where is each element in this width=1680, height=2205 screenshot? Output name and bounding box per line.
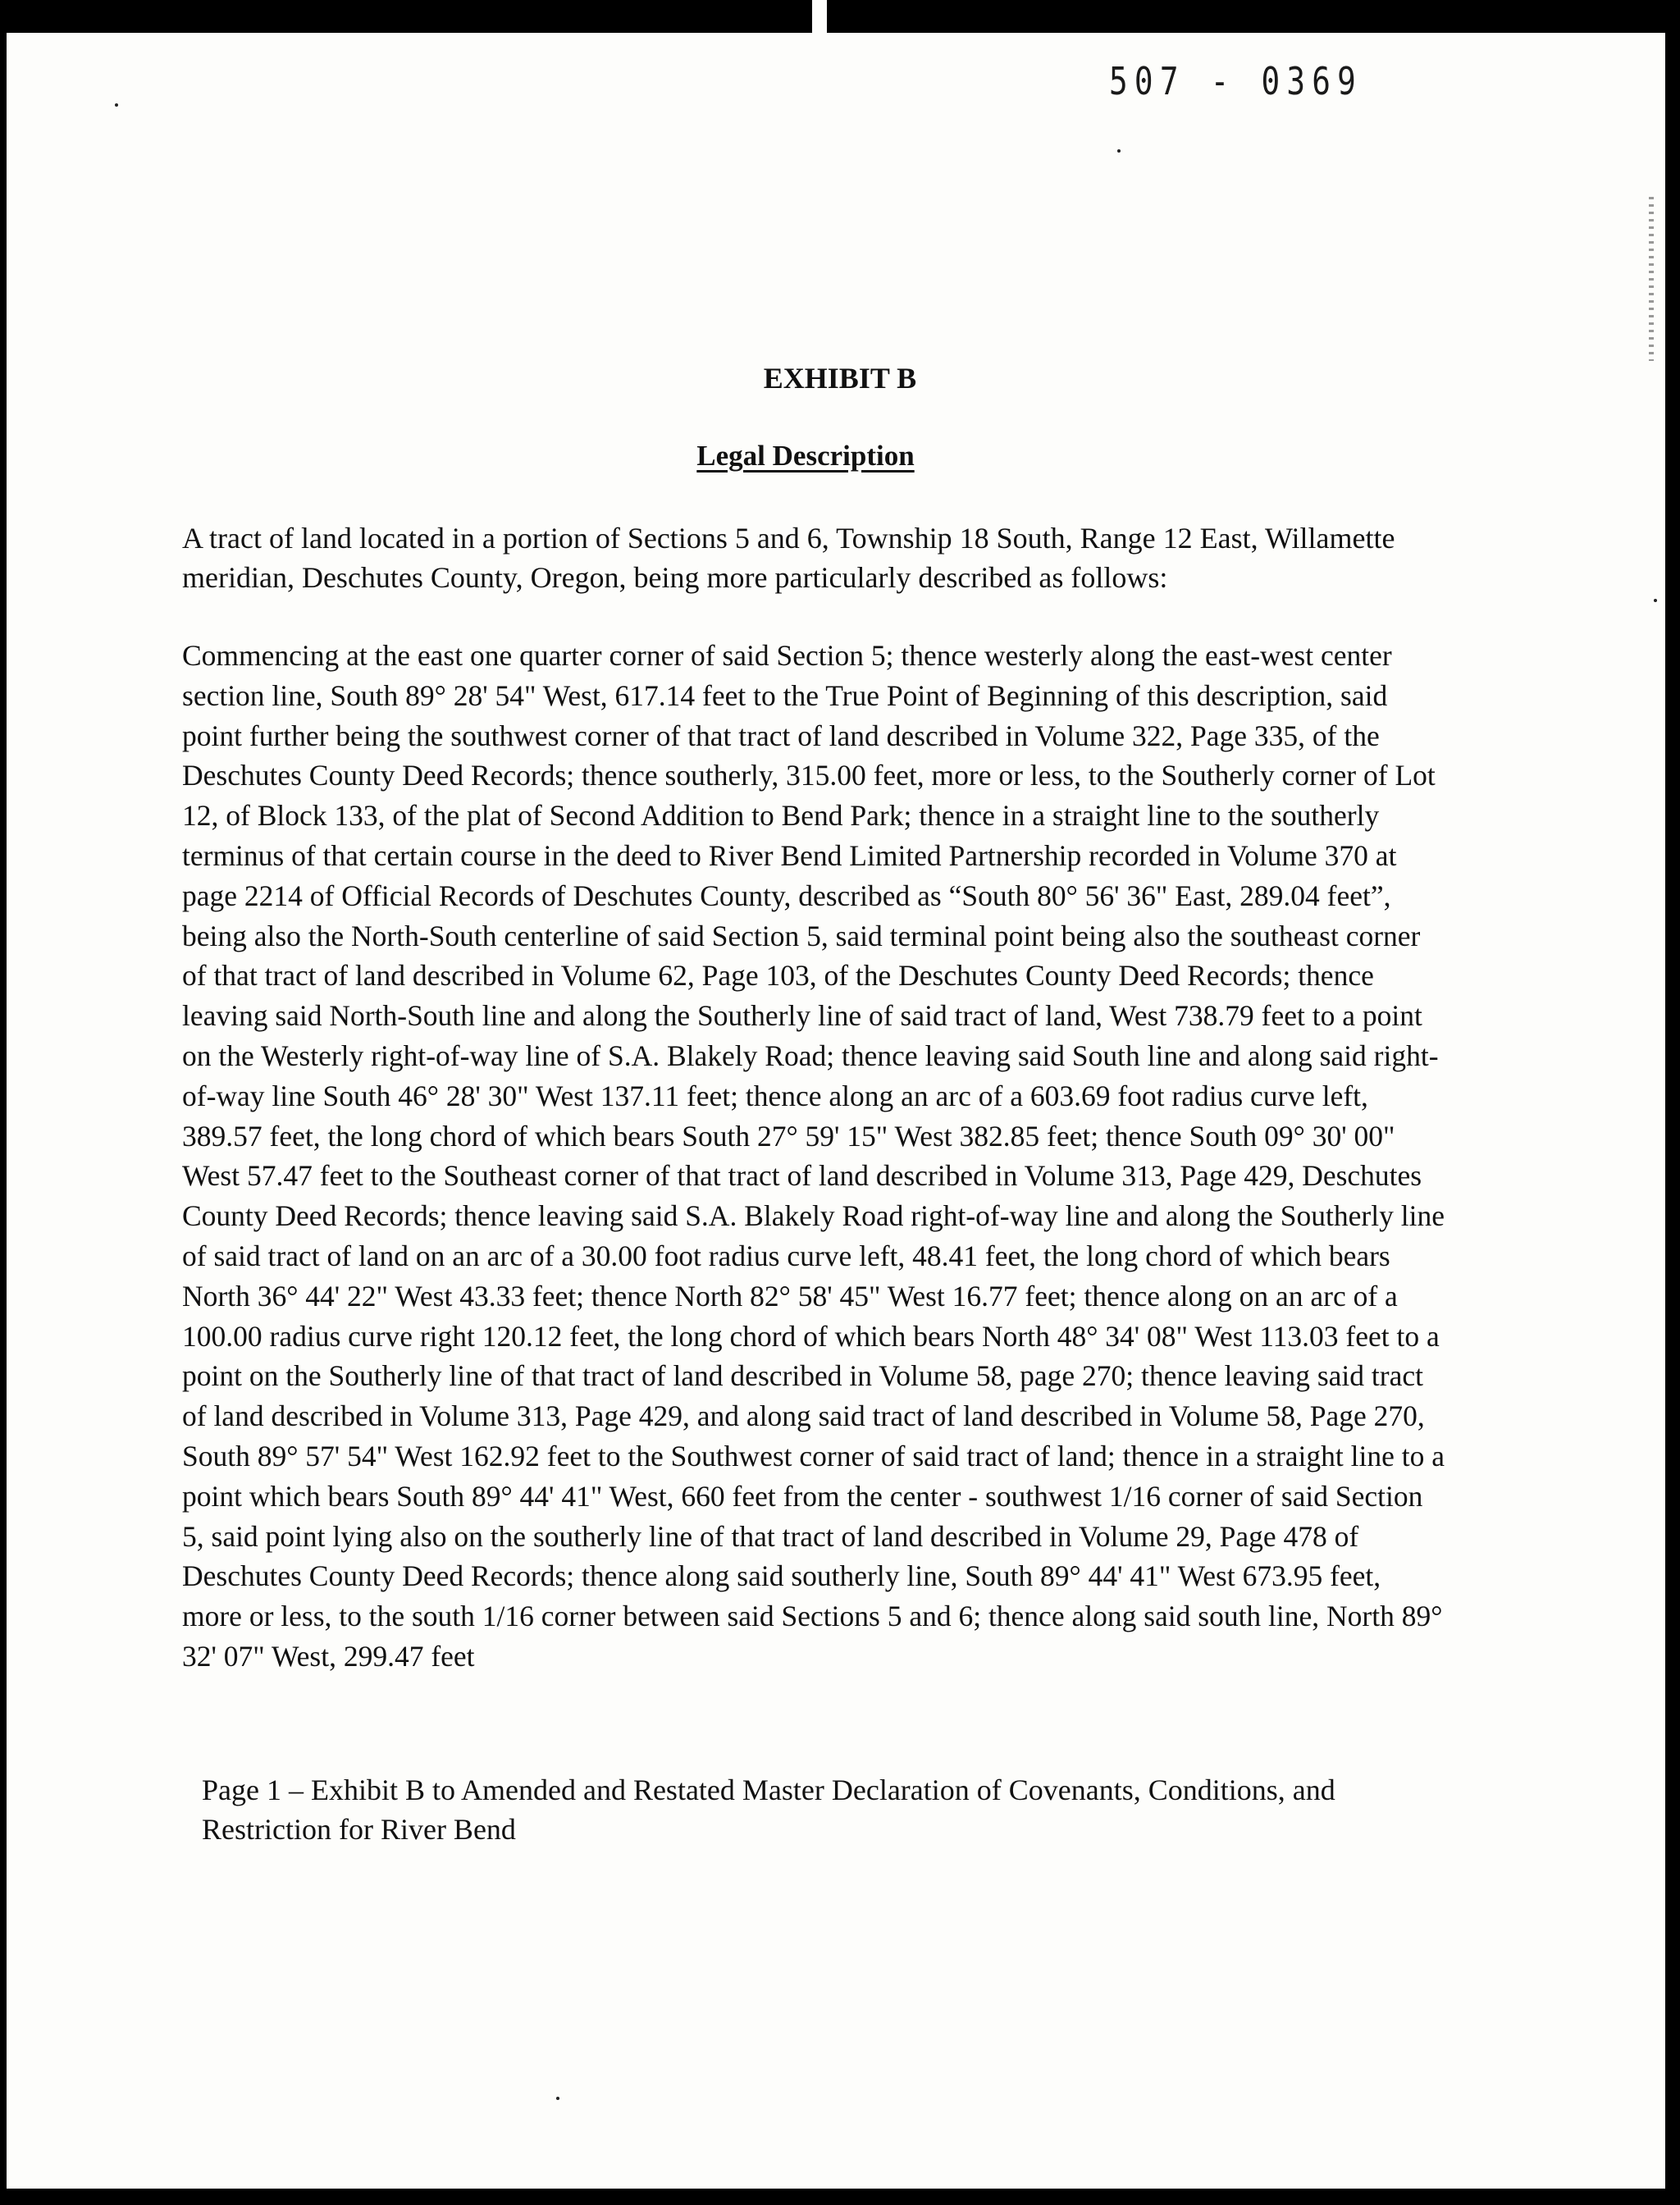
intro-paragraph: A tract of land located in a portion of Sections 5 and 6, Township 18 South, Range 12 East, Willamette meridian, Deschutes County, Oregon, being more particularly described as follows: <box>182 522 1395 594</box>
scan-speck <box>115 103 118 107</box>
scan-top-border <box>0 0 1680 33</box>
exhibit-subtitle: Legal Description <box>696 440 915 472</box>
document-number: 507 - 0369 <box>1109 59 1363 103</box>
scan-speck <box>556 2097 559 2100</box>
page-footer: Page 1 – Exhibit B to Amended and Restated Master Declaration of Covenants, Conditions, and Restriction for River Bend <box>202 1774 1335 1846</box>
scan-speck <box>1117 149 1121 153</box>
exhibit-title: EXHIBIT B <box>763 362 917 395</box>
scan-top-notch <box>812 0 827 33</box>
scan-edge-noise <box>1649 197 1654 361</box>
legal-description-paragraph: Commencing at the east one quarter corner of said Section 5; thence westerly along the east-west center section line, South 89° 28' 54" West, 617.14 feet to the True Point of Beginning of this description, said point further being the southwest corner of that tract of land described in Volume 322, Page 335, of the Deschutes County Deed Records; thence southerly, 315.00 feet, more or less, to the Southerly corner of Lot 12, of Block 133, of the plat of Second Addition to Bend Park; thence in a straight line to the southerly terminus of that certain course in the deed to River Bend Limited Partnership recorded in Volume 370 at page 2214 of Official Records of Deschutes County, described as “South 80° 56' 36" East, 289.04 feet”, being also the North-South centerline of said Section 5, said terminal point being also the southeast corner of that tract of land described in Volume 62, Page 103, of the Deschutes County Deed Records; thence leaving said North-South line and along the Southerly line of said tract of land, West 738.79 feet to a point on the Westerly right-of-way line of S.A. Blakely Road; thence leaving said South line and along said right-of-way line South 46° 28' 30" West 137.11 feet; thence along an arc of a 603.69 foot radius curve left, 389.57 feet, the long chord of which bears South 27° 59' 15" West 382.85 feet; thence South 09° 30' 00" West 57.47 feet to the Southeast corner of that tract of land described in Volume 313, Page 429, Deschutes County Deed Records; thence leaving said S.A. Blakely Road right-of-way line and along the Southerly line of said tract of land on an arc of a 30.00 foot radius curve left, 48.41 feet, the long chord of which bears North 36° 44' 22" West 43.33 feet; thence North 82° 58' 45" West 16.77 feet; thence along on an arc of a 100.00 radius curve right 120.12 feet, the long chord of which bears North 48° 34' 08" West 113.03 feet to a point on the Southerly line of that tract of land described in Volume 58, page 270; thence leaving said tract of land described in Volume 313, Page 429, and along said tract of land described in Volume 58, Page 270, South 89° 57' 54" West 162.92 feet to the Southwest corner of said tract of land; thence in a straight line to a point which bears South 89° 44' 41" West, 660 feet from the center - southwest 1/16 corner of said Section 5, said point lying also on the southerly line of that tract of land described in Volume 29, Page 478 of Deschutes County Deed Records; thence along said southerly line, South 89° 44' 41" West 673.95 feet, more or less, to the south 1/16 corner between said Sections 5 and 6; thence along said south line, North 89° 32' 07" West, 299.47 feet <box>182 639 1445 1673</box>
scan-speck <box>1654 599 1657 602</box>
